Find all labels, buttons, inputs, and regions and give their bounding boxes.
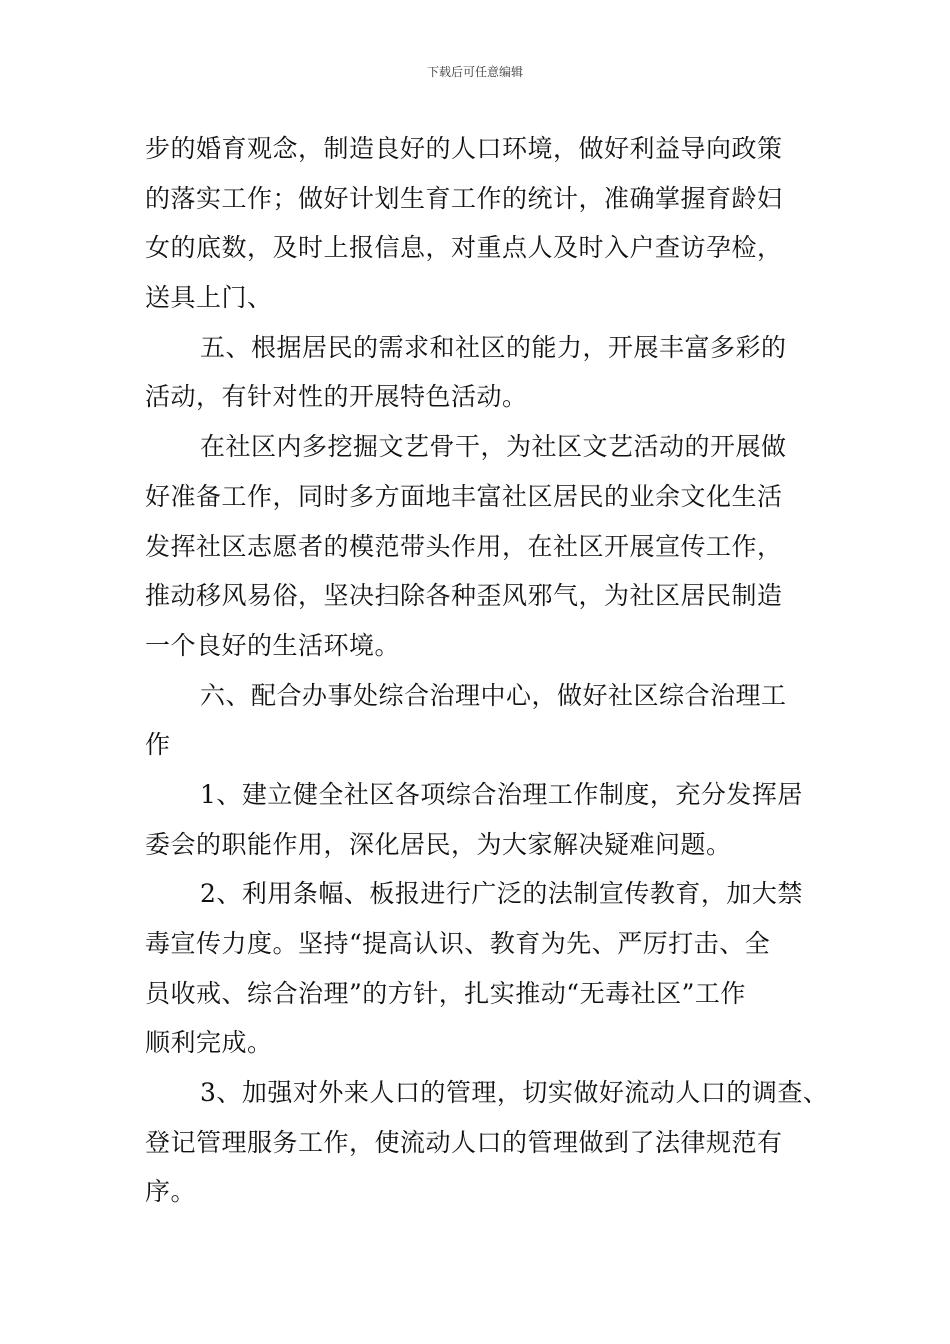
text-line: 好准备工作，同时多方面地丰富社区居民的业余文化生活 — [145, 481, 783, 511]
text-line: 毒宣传力度。坚持“提高认识、教育为先、严厉打击、全 — [145, 929, 771, 958]
page-header-note: 下载后可任意编辑 — [426, 65, 523, 79]
text-line: 序。 — [145, 1177, 197, 1207]
text-line: 女的底数，及时上报信息，对重点人及时入户查访孕检， — [145, 233, 783, 263]
text-line: 六、配合办事处综合治理中心，做好社区综合治理工 — [200, 680, 787, 710]
text-line: 登记管理服务工作，使流动人口的管理做到了法律规范有 — [145, 1127, 783, 1157]
text-line: 一个良好的生活环境。 — [145, 630, 401, 660]
text-line: 活动，有针对性的开展特色活动。 — [145, 382, 528, 412]
text-line: 作 — [145, 730, 171, 760]
document-body — [145, 124, 829, 1217]
text-line: 步的婚育观念，制造良好的人口环境，做好利益导向政策 — [145, 134, 783, 163]
text-line: 推动移风易俗，坚决扫除各种歪风邪气，为社区居民制造 — [145, 581, 783, 611]
text-line: 在社区内多挖掘文艺骨干，为社区文艺活动的开展做 — [200, 432, 787, 462]
text-line: 员收戒、综合治理”的方针，扎实推动“无毒社区”工作 — [145, 978, 746, 1008]
text-line: 顺利完成。 — [145, 1028, 273, 1058]
text-line: 送具上门、 — [145, 283, 273, 313]
text-line: 五、根据居民的需求和社区的能力，开展丰富多彩的 — [200, 332, 787, 362]
text-line: 的落实工作；做好计划生育工作的统计，准确掌握育龄妇 — [145, 183, 783, 213]
text-line: 2、利用条幅、板报进行广泛的法制宣传教育，加大禁 — [200, 879, 803, 909]
text-line: 1、建立健全社区各项综合治理工作制度，充分发挥居 — [200, 779, 803, 809]
text-line: 发挥社区志愿者的模范带头作用，在社区开展宣传工作， — [145, 531, 783, 561]
text-line: 委会的职能作用，深化居民，为大家解决疑难问题。 — [145, 829, 732, 859]
text-line: 3、加强对外来人口的管理，切实做好流动人口的调查、 — [200, 1078, 829, 1108]
